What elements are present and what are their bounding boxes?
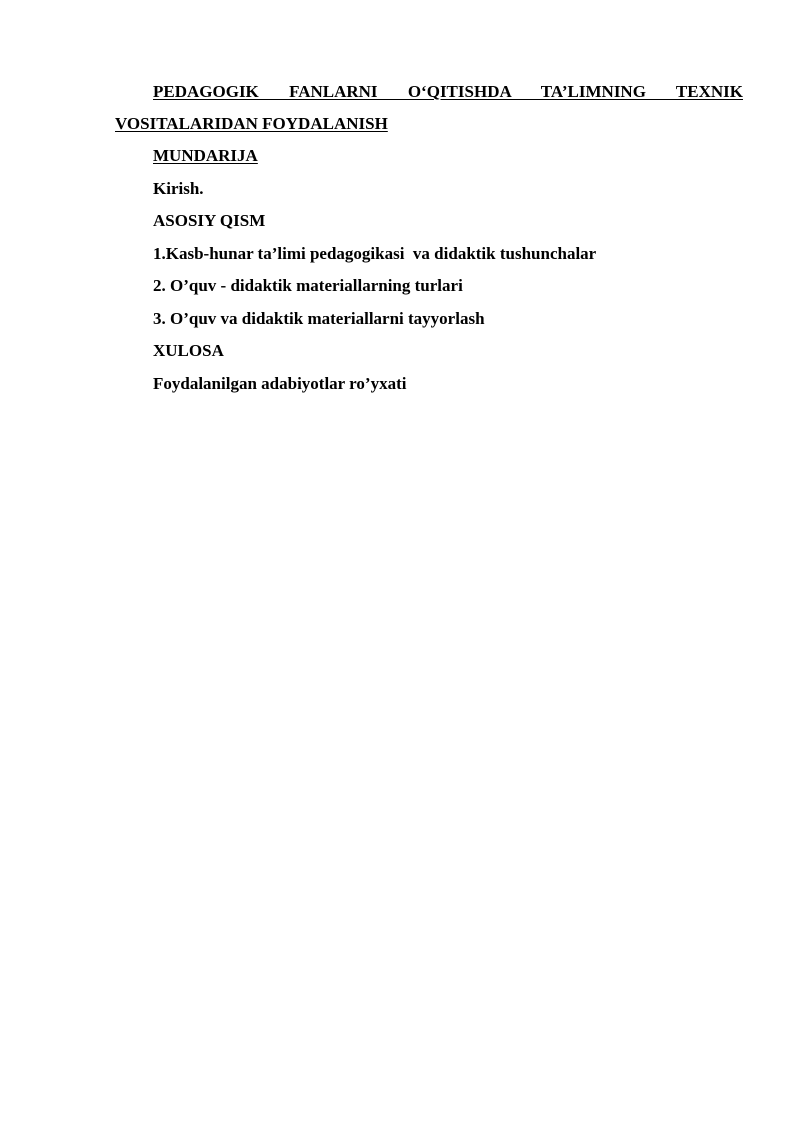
contents-item-section-1: 1.Kasb-hunar ta’limi pedagogikasi va didaktik tushunchalar xyxy=(153,243,597,263)
contents-item-references: Foydalanilgan adabiyotlar ro’yxati xyxy=(153,373,407,393)
contents-item-conclusion: XULOSA xyxy=(153,341,224,360)
contents-heading: MUNDARIJA xyxy=(153,146,258,165)
contents-item-main-part: ASOSIY QISM xyxy=(153,211,266,230)
contents-item-section-3: 3. O’quv va didaktik materiallarni tayyorlash xyxy=(153,308,485,328)
contents-item-section-2: 2. O’quv - didaktik materiallarning turlari xyxy=(153,276,463,295)
contents-item-introduction: Kirish. xyxy=(153,178,204,198)
table-of-contents xyxy=(153,140,596,400)
document-title: PEDAGOGIK FANLARNI O‘QITISHDA TA’LIMNING TEXNIK VOSITALARIDAN FOYDALANISH xyxy=(115,82,743,133)
